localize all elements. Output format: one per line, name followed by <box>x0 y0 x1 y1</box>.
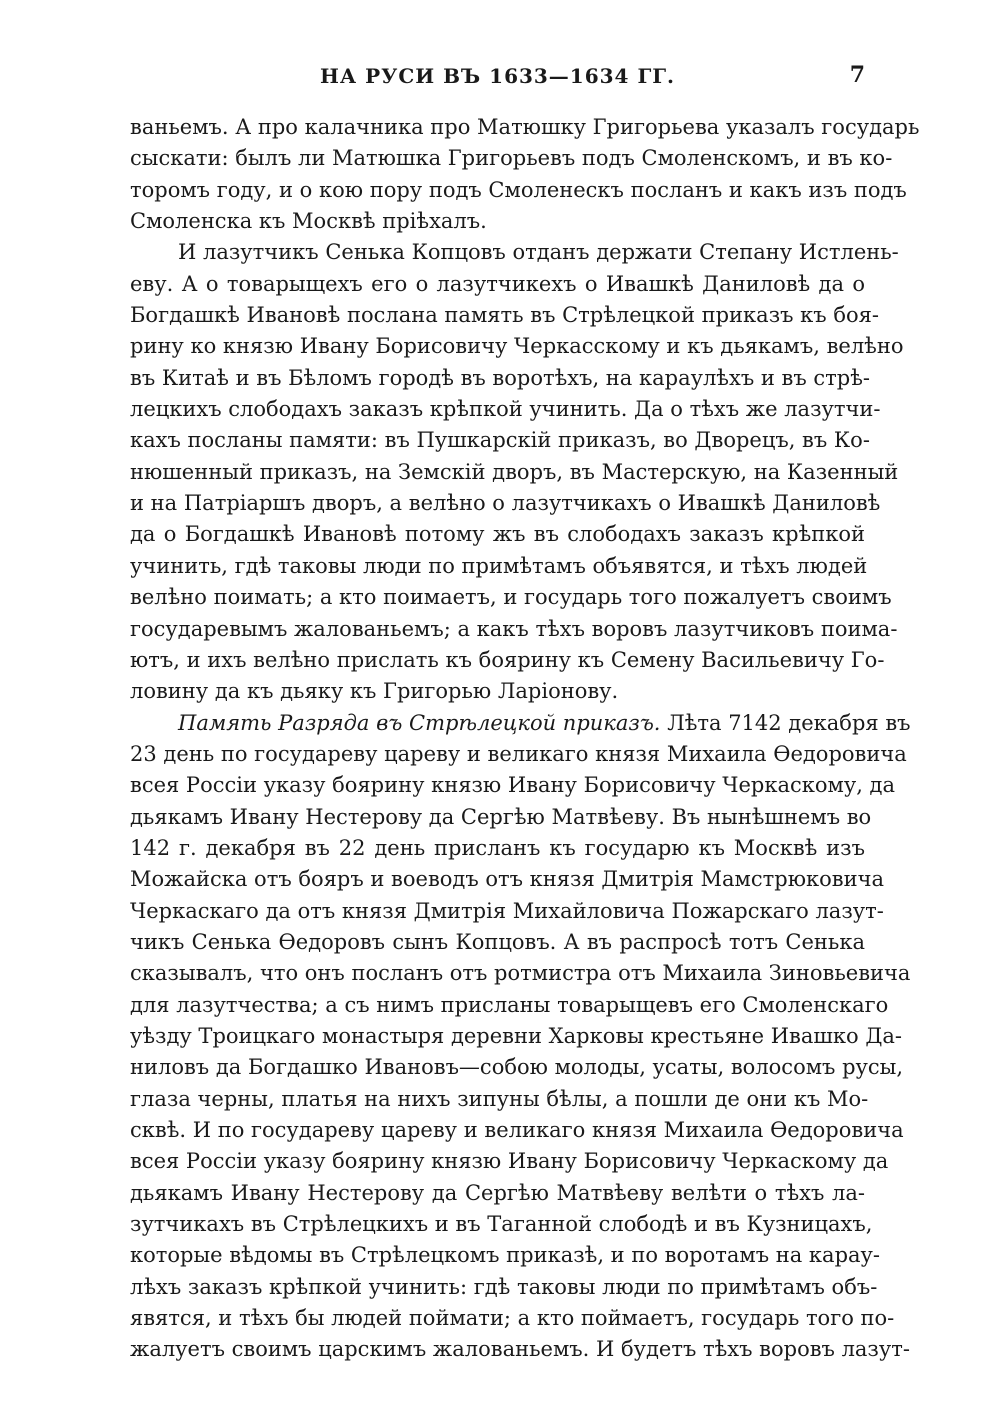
text-line: 142 г. декабря въ 22 день присланъ къ государю къ Москвѣ изъ <box>130 835 865 860</box>
text-line: и на Патріаршъ дворъ, а велѣно о лазутчикахъ о Ивашкѣ Даниловѣ <box>130 491 881 516</box>
text-line: рину ко князю Ивану Борисовичу Черкасскому и къ дьякамъ, велѣно <box>130 334 904 359</box>
text-line: Богдашкѣ Ивановѣ послана память въ Стрѣлецкой приказъ къ боя- <box>130 303 879 328</box>
text-line: жалуетъ своимъ царскимъ жалованьемъ. И будетъ тѣхъ воровъ лазут- <box>130 1337 910 1362</box>
text-line: чикъ Сенька Ѳедоровъ сынъ Копцовъ. А въ распросѣ тотъ Сенька <box>130 929 865 954</box>
text-line: уѣзду Троицкаго монастыря деревни Харковы крестьяне Ивашко Да- <box>130 1023 903 1048</box>
text-line: ловину да къ дьяку къ Григорью Ларіонову. <box>130 679 619 704</box>
text-line: государевымъ жалованьемъ; а какъ тѣхъ воровъ лазутчиковъ поима- <box>130 616 898 641</box>
text-line: Черкаскаго да отъ князя Дмитрія Михайловича Пожарскаго лазут- <box>130 898 884 923</box>
text-line: въ Китаѣ и въ Бѣломъ городѣ въ воротѣхъ, на караулѣхъ и въ стрѣ- <box>130 365 870 390</box>
text-line: всея Россіи указу боярину князю Ивану Борисовичу Черкаскому, да <box>130 773 895 798</box>
text-line: торомъ году, и о кою пору подъ Смоленескъ посланъ и какъ изъ подъ <box>130 177 907 202</box>
text-line: кахъ посланы памяти: въ Пушкарскій приказъ, во Дворецъ, въ Ко- <box>130 428 870 453</box>
page-number: 7 <box>849 62 865 88</box>
text-line: ниловъ да Богдашко Ивановъ—собою молоды, усаты, волосомъ русы, <box>130 1055 904 1080</box>
text-line: зутчикахъ въ Стрѣлецкихъ и въ Таганной слободѣ и въ Кузницахъ, <box>130 1212 873 1237</box>
text-line: всея Россіи указу боярину князю Ивану Борисовичу Черкаскому да <box>130 1149 889 1174</box>
text-line: дьякамъ Ивану Нестерову да Сергѣю Матвѣеву. Въ нынѣшнемъ во <box>130 804 872 829</box>
text-line: Можайска отъ бояръ и воеводъ отъ князя Дмитрія Мамстрюковича <box>130 867 884 892</box>
text-line: Смоленска къ Москвѣ пріѣхалъ. <box>130 209 487 234</box>
text-line: сыскати: былъ ли Матюшка Григорьевъ подъ Смоленскомъ, и въ ко- <box>130 146 893 171</box>
text-line: глаза черны, платья на нихъ зипуны бѣлы, а пошли де они къ Мо- <box>130 1086 869 1111</box>
text-line: которые вѣдомы въ Стрѣлецкомъ приказѣ, и по воротамъ на карау- <box>130 1243 880 1268</box>
running-title: НА РУСИ ВЪ 1633—1634 ГГ. <box>319 64 676 88</box>
text-line: ваньемъ. А про калачника про Матюшку Григорьева указалъ государь <box>130 115 920 139</box>
text-line: явятся, и тѣхъ бы людей поймати; а кто поймаетъ, государь того по- <box>130 1306 895 1331</box>
text-line <box>130 708 911 739</box>
body-text <box>130 112 920 1366</box>
text-line: еву. А о товарыщехъ его о лазутчикехъ о Ивашкѣ Даниловѣ да о <box>130 271 865 296</box>
text-line: сказывалъ, что онъ посланъ отъ ротмистра отъ Михаила Зиновьевича <box>130 961 911 986</box>
text-line: для лазутчества; а съ нимъ присланы товарыщевъ его Смоленскаго <box>130 992 889 1017</box>
text-line: велѣно поимать; а кто поимаетъ, и государь того пожалуетъ своимъ <box>130 585 892 610</box>
text-line-rest: Лѣта 7142 декабря въ <box>667 710 911 735</box>
text-line: учинить, гдѣ таковы люди по примѣтамъ объявятся, и тѣхъ людей <box>130 553 868 578</box>
section-title: Память Разряда въ Стрѣлецкой приказъ. <box>178 710 661 735</box>
text-line: сквѣ. И по государеву цареву и великаго князя Михаила Ѳедоровича <box>130 1118 904 1142</box>
running-head <box>130 62 865 92</box>
text-line: да о Богдашкѣ Ивановѣ потому жъ въ слободахъ заказъ крѣпкой <box>130 522 865 547</box>
text-line: лецкихъ слободахъ заказъ крѣпкой учинить. Да о тѣхъ же лазутчи- <box>130 397 881 422</box>
text-line: лѣхъ заказъ крѣпкой учинить: гдѣ таковы люди по примѣтамъ объ- <box>130 1274 878 1299</box>
text-line: нюшенный приказъ, на Земскій дворъ, въ Мастерскую, на Казенный <box>130 459 899 484</box>
text-line: И лазутчикъ Сенька Копцовъ отданъ держати Степану Истлень- <box>178 240 899 265</box>
text-line: 23 день по государеву цареву и великаго князя Михаила Ѳедоровича <box>130 741 907 766</box>
text-line: ютъ, и ихъ велѣно прислать къ боярину къ Семену Васильевичу Го- <box>130 647 885 672</box>
text-line: дьякамъ Ивану Нестерову да Сергѣю Матвѣеву велѣти о тѣхъ ла- <box>130 1180 865 1205</box>
